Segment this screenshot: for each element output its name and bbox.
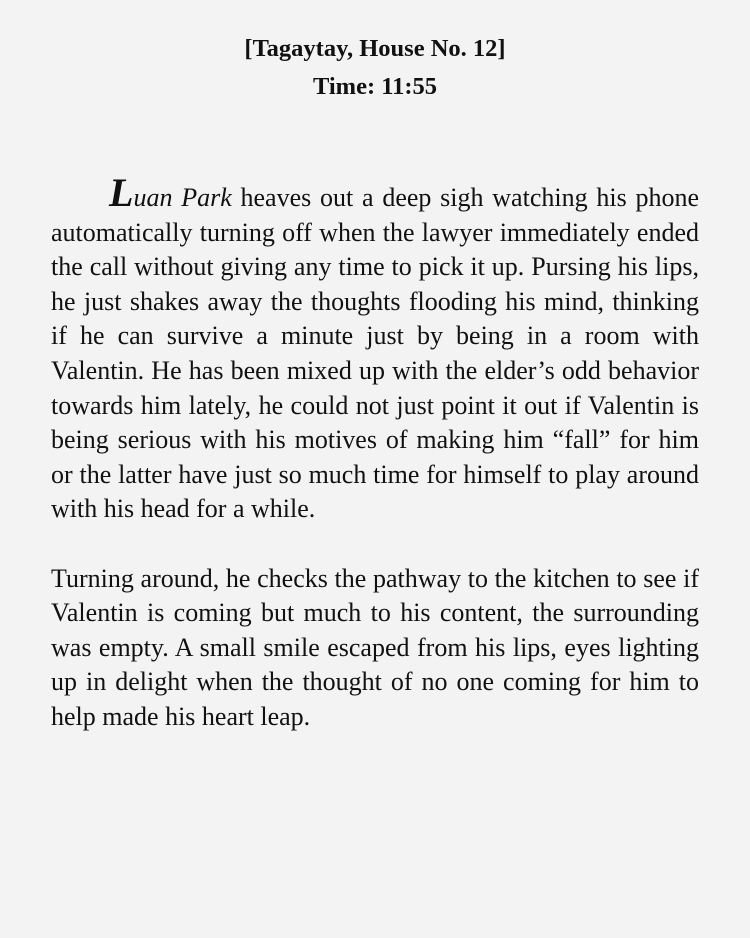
paragraph-1	[51, 170, 699, 527]
paragraph-2	[51, 562, 699, 735]
chapter-heading	[51, 30, 699, 106]
time-heading: Time: 11:55	[312, 73, 438, 100]
character-name	[109, 170, 232, 215]
drop-cap: L	[109, 170, 134, 215]
character-name-rest: uan Park	[133, 183, 232, 212]
paragraph-2-text: Turning around, he checks the pathway to the kitchen to see if Valentin is coming but much to his content, the surrounding was empty. A small smile escaped from his lips, eyes lighting up in delight when the thought of no one coming for him to help made his heart leap.	[51, 563, 699, 731]
paragraph-1-text: heaves out a deep sigh watching his phone automatically turning off when the lawyer immediately ended the call without giving any time to pick it up. Pursing his lips, he just shakes away the thoughts flooding his mind, thinking if he can survive a minute just by being in a room with Valentin. He has been mixed up with the elder’s odd behavior towards him lately, he could not just point it out if Valentin is being serious with his motives of making him “fall” for him or the latter have just so much time for himself to play around with his head for a while.	[51, 183, 699, 524]
location-heading: [Tagaytay, House No. 12]	[244, 35, 506, 62]
